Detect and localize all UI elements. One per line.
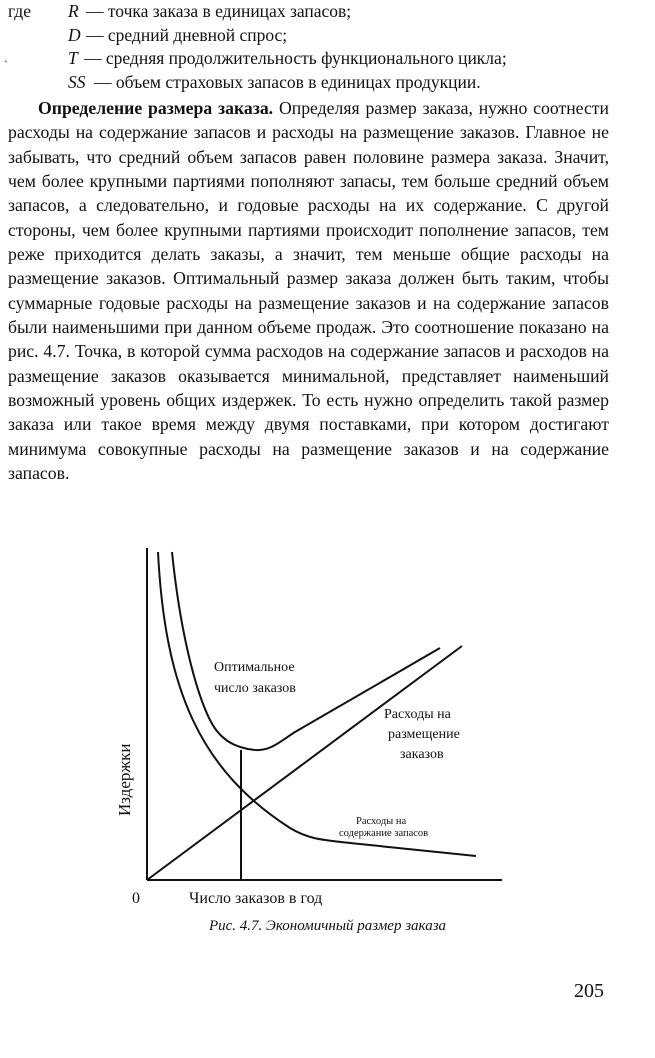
paragraph-heading: Определение размера заказа. — [38, 98, 274, 118]
x-axis-label: Число заказов в год — [189, 890, 323, 907]
definition-row — [8, 0, 648, 24]
definition-symbol: SS — [68, 71, 86, 92]
ordering-label-line2: размещение — [388, 727, 460, 742]
definition-symbol: D — [68, 24, 81, 45]
holding-label-line1: Расходы на — [356, 816, 407, 827]
definition-row — [8, 47, 648, 71]
paragraph-body: Определяя размер заказа, нужно соотнести расходы на содержание запасов и расходы на размещение заказов. Главное не забывать, что средний объем запасов равен половине размера заказа. Значит, чем более крупными партиями пополняют запасы, тем больше средний объем запасов, а следовательно, и годовые расходы на их содержание. С другой стороны, чем более крупными партиями происходит пополнение запасов, тем реже приходится делать заказы, а значит, тем меньше общие расходы на размещение заказов. Оптимальный размер заказа должен быть таким, чтобы суммарные годовые расходы на размещение заказов и на содержание запасов были наименьшими при данном объеме продаж. Это соотношение показано на рис. 4.7. Точка, в которой сумма расходов на содержание запасов и расходов на размещение заказов оказывается минимальной, представляет наименьший возможный уровень общих издержек. То есть нужно определить такой размер заказа или такое время между двумя поставками, при котором достигают минимума совокупные расходы на размещение заказов и на содержание запасов. — [8, 98, 609, 484]
definition-row — [8, 24, 648, 48]
optimal-label-line2: число заказов — [214, 681, 296, 696]
ordering-label-line1: Расходы на — [384, 707, 451, 722]
definition-text: — объем страховых запасов в единицах продукции. — [94, 71, 481, 92]
definitions-block — [8, 0, 648, 94]
ordering-label-line3: заказов — [400, 747, 444, 762]
definitions-lead: где — [8, 1, 31, 21]
definition-row — [8, 71, 648, 95]
definition-text: — средний дневной спрос; — [86, 24, 288, 45]
figure-4-7 — [110, 540, 530, 940]
origin-label: 0 — [132, 890, 140, 907]
cost-diagram — [110, 540, 530, 940]
optimal-label-line1: Оптимальное — [214, 660, 295, 675]
figure-caption: Рис. 4.7. Экономичный размер заказа — [208, 918, 447, 934]
stray-mark: ˋ — [4, 58, 8, 72]
definition-symbol: R — [68, 1, 79, 21]
ordering-cost-line — [147, 646, 462, 880]
definition-text: — точка заказа в единицах запасов; — [86, 1, 352, 21]
definition-symbol: T — [68, 48, 78, 68]
page-number: 205 — [574, 980, 604, 1002]
holding-cost-curve — [158, 552, 476, 856]
y-axis-label: Издержки — [115, 743, 134, 816]
body-paragraph — [8, 96, 609, 486]
definition-text: — средняя продолжительность функционального цикла; — [84, 48, 507, 68]
holding-label-line2: содержание запасов — [339, 828, 429, 839]
